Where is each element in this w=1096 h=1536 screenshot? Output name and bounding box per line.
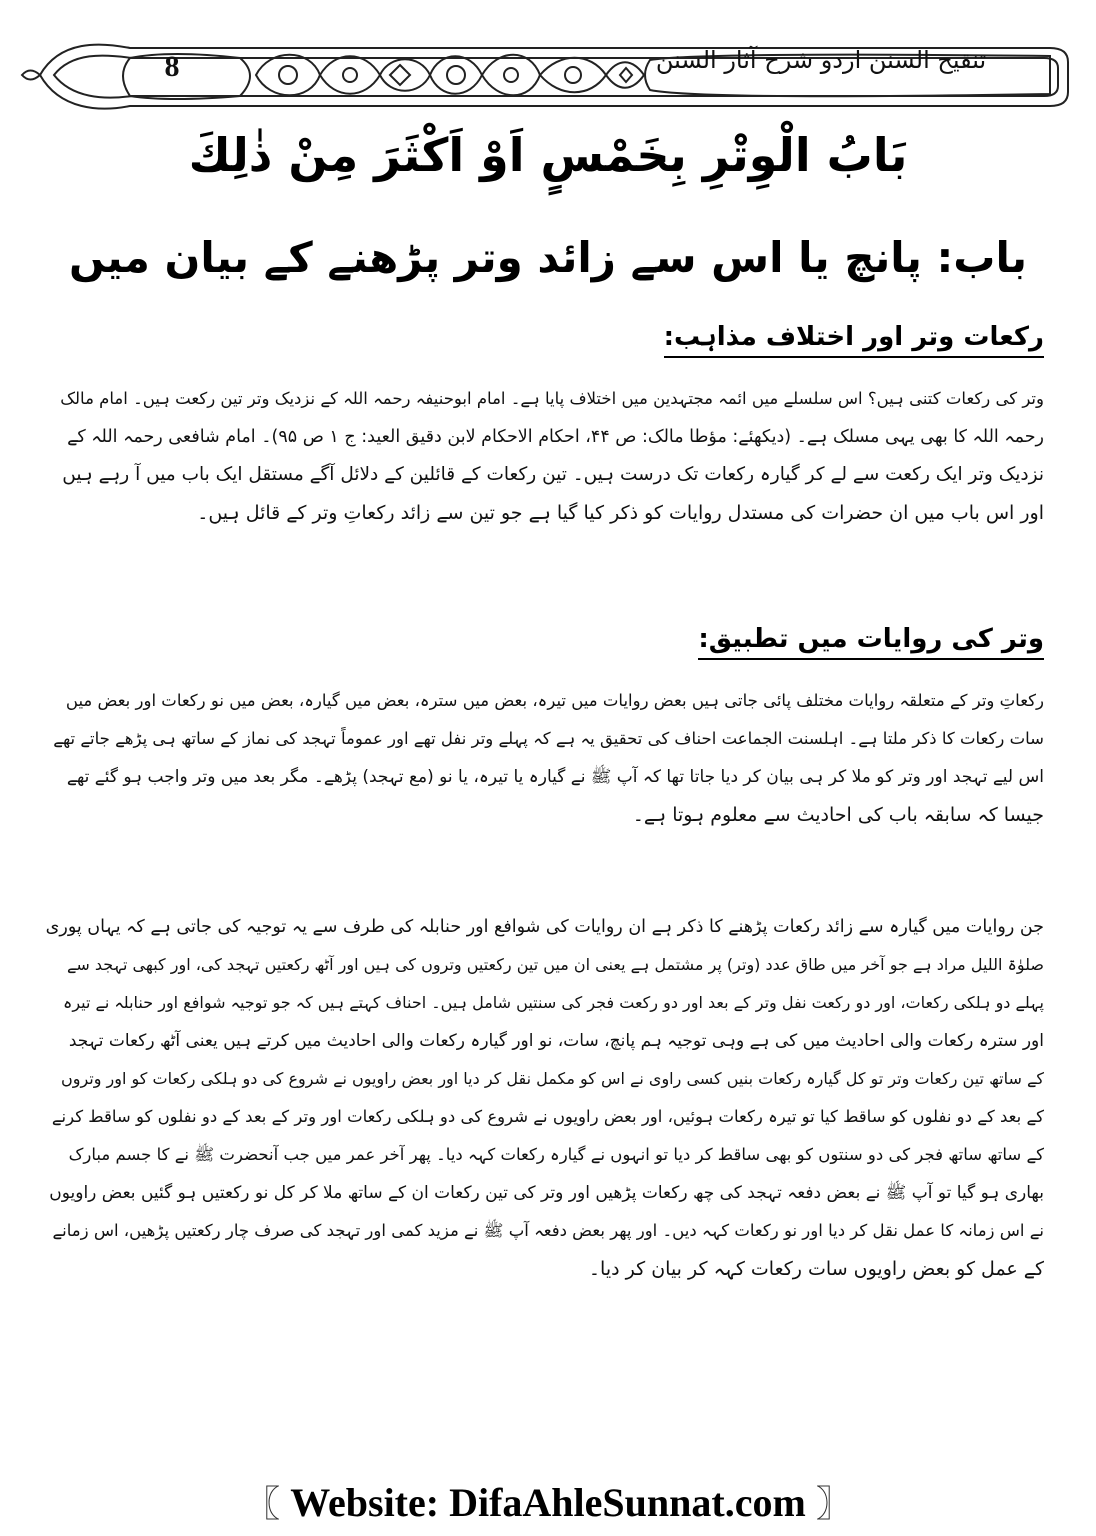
footer-bracket-right: 〗	[815, 1484, 852, 1525]
section2-paragraph-1	[45, 682, 1044, 834]
text-line: رکعاتِ وتر کے متعلقہ روایات مختلف پائی جاتی ہیں بعض روایات میں تیرہ، بعض میں سترہ، بعض میں گیارہ، بعض میں نو رکعات اور بعض میں	[65, 691, 1044, 710]
text-line: اور اس باب میں ان حضرات کی مستدل روایات کو ذکر کیا گیا ہے جو تین سے زائد رکعاتِ وتر کے قائل ہیں۔	[197, 502, 1044, 524]
website-footer	[0, 1476, 1096, 1527]
text-line: صلوٰۃ اللیل مراد ہے جو آخر میں طاق عدد (وتر) پر مشتمل ہے یعنی ان میں تین رکعتیں وتروں کی ہیں اور آٹھ رکعتیں تہجد کی، اور کبھی تہجد سے	[66, 955, 1044, 974]
section-heading-witr-rakaat: رکعات وتر اور اختلاف مذاہب:	[664, 322, 1044, 358]
text-line: رحمہ اللہ کا بھی یہی مسلک ہے۔ (دیکھئے: مؤطا مالک: ص ۴۴، احکام الاحکام لابن دقیق العید: ج ۱ ص ۹۵)۔ امام شافعی رحمہ اللہ کے	[67, 427, 1044, 447]
text-line: جیسا کہ سابقہ باب کی احادیث سے معلوم ہوتا ہے۔	[632, 804, 1044, 826]
chapter-title-urdu: باب: پانچ یا اس سے زائد وتر پڑھنے کے بیان میں	[68, 233, 1028, 282]
page-number: 8	[164, 50, 180, 83]
chapter-title-arabic: بَابُ الْوِتْرِ بِخَمْسٍ اَوْ اَكْثَرَ مِنْ ذٰلِكَ	[188, 128, 908, 182]
text-line: کے ساتھ تین رکعات وتر تو کل گیارہ رکعات بنیں کسی راوی نے اس کو مکمل نقل کر دیا اور بعض راویوں نے شروع کی دو ہلکی رکعات کو اور وتروں	[60, 1069, 1044, 1088]
text-line: پہلے دو ہلکی رکعات، اور دو رکعت نفل وتر کے بعد اور دو رکعت فجر کی سنتیں شامل ہیں۔ احناف کہتے ہیں کہ جو توجیہ شوافع اور حنابلہ نے تیرہ	[62, 993, 1044, 1012]
text-line: کے عمل کو بعض راویوں سات رکعات کہہ کر بیان کر دیا۔	[588, 1258, 1044, 1280]
section-heading-tatbeeq: وتر کی روایات میں تطبیق:	[698, 624, 1044, 660]
running-title: تنقیح السنن اردو شرح آثار السنن	[655, 46, 987, 74]
text-line: وتر کی رکعات کتنی ہیں؟ اس سلسلے میں ائمہ مجتہدین میں اختلاف پایا ہے۔ امام ابوحنیفہ رحمہ اللہ کے نزدیک وتر تین رکعت ہیں۔ امام مالک	[60, 389, 1044, 408]
text-line: جن روایات میں گیارہ سے زائد رکعات پڑھنے کا ذکر ہے ان روایات کی شوافع اور حنابلہ کی طرف سے یہ توجیہ کی جاتی ہے کہ یہاں پوری	[45, 917, 1044, 937]
text-line: اس لیے تہجد اور وتر کو ملا کر ہی بیان کر دیا جاتا تھا کہ آپ ﷺ نے گیارہ یا تیرہ، یا نو (مع تہجد) پڑھے۔ مگر بعد میں وتر واجب ہو گئے تھے	[66, 767, 1044, 787]
text-line: کے ساتھ ساتھ فجر کی دو سنتوں کو بھی ساقط کر دیا تو انہوں نے گیارہ رکعات کہہ دیا۔ پھر آخر عمر میں جب آنحضرت ﷺ نے کا جسم مبارک	[68, 1145, 1044, 1164]
section1-paragraph	[45, 380, 1044, 532]
section2-paragraph-2	[45, 908, 1044, 1288]
text-line: اور سترہ رکعات والی احادیث میں کی ہے وہی توجیہ ہم پانچ، سات، نو اور گیارہ رکعات والی احادیث میں کرتے ہیں یعنی آٹھ رکعات تہجد	[68, 1031, 1044, 1051]
text-line: بھاری ہو گیا تو آپ ﷺ نے بعض دفعہ تہجد کی چھ رکعات پڑھیں اور وتر کی تین رکعات ان کے ساتھ ملا کر کل نو رکعتیں ہو گئیں بعض راویوں	[49, 1183, 1044, 1203]
website-url[interactable]: Website: DifaAhleSunnat.com	[290, 1480, 806, 1525]
text-line: نزدیک وتر ایک رکعت سے لے کر گیارہ رکعات تک درست ہیں۔ تین رکعات کے قائلین کے دلائل آگے مستقل ایک باب میں آ رہے ہیں	[62, 464, 1044, 485]
text-line: سات رکعات کا ذکر ملتا ہے۔ اہلسنت الجماعت احناف کی تحقیق یہ ہے کہ پہلے وتر نفل تھے اور عموماً تہجد کی نماز کے ساتھ ہی پڑھے جاتے تھے	[53, 729, 1044, 748]
footer-bracket-left: 〖	[244, 1484, 281, 1525]
text-line: نے اس زمانہ کا عمل نقل کر دیا اور نو رکعات کہہ دیں۔ اور پھر بعض دفعہ آپ ﷺ نے مزید کمی اور تہجد کی صرف چار رکعتیں پڑھیں، اس زمانے	[52, 1221, 1044, 1240]
text-line: کے بعد کے دو نفلوں کو ساقط کیا تو تیرہ رکعات ہوئیں، اور بعض راویوں نے شروع کی دو ہلکی رکعات اور وتر کے بعد کے دو نفلوں کو ساقط کرنے	[51, 1107, 1044, 1126]
